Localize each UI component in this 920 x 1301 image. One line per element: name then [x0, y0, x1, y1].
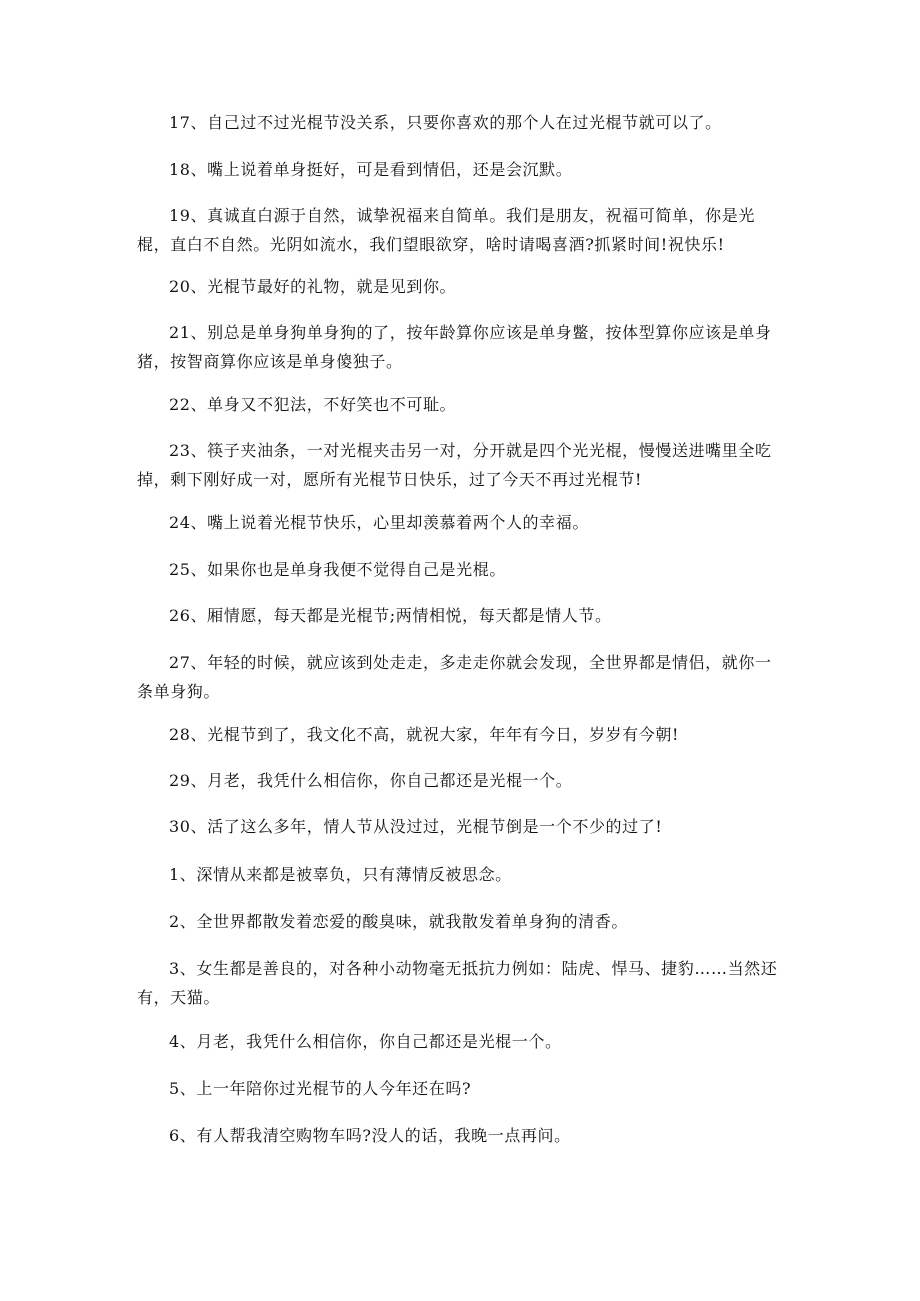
paragraph-30: 30、活了这么多年，情人节从没过过，光棍节倒是一个不少的过了! [169, 817, 663, 836]
paragraph-4: 4、月老，我凭什么相信你，你自己都还是光棍一个。 [169, 1032, 562, 1051]
paragraph-22: 22、单身又不犯法，不好笑也不可耻。 [169, 395, 457, 414]
paragraph-2: 2、全世界都散发着恋爱的酸臭味，就我散发着单身狗的清香。 [169, 912, 628, 931]
paragraph-17: 17、自己过不过光棍节没关系，只要你喜欢的那个人在过光棍节就可以了。 [169, 113, 722, 132]
paragraph-20: 20、光棍节最好的礼物，就是见到你。 [169, 277, 457, 296]
paragraph-18: 18、嘴上说着单身挺好，可是看到情侣，还是会沉默。 [169, 160, 573, 179]
paragraph-29: 29、月老，我凭什么相信你，你自己都还是光棍一个。 [169, 771, 573, 790]
paragraph-24: 24、嘴上说着光棍节快乐，心里却羡慕着两个人的幸福。 [169, 513, 589, 532]
paragraph-19: 19、真诚直白源于自然，诚挚祝福来自简单。我们是朋友，祝福可简单，你是光棍，直白不自然。光阴如流水，我们望眼欲穿，啥时请喝喜酒?抓紧时间!祝快乐! [137, 206, 755, 254]
paragraph-27: 27、年轻的时候，就应该到处走走，多走走你就会发现，全世界都是情侣，就你一条单身狗。 [137, 653, 772, 701]
paragraph-1: 1、深情从来都是被辜负，只有薄情反被思念。 [169, 865, 512, 884]
paragraph-28: 28、光棍节到了，我文化不高，就祝大家，年年有今日，岁岁有今朝! [169, 725, 679, 744]
paragraph-26: 26、厢情愿，每天都是光棍节;两情相悦，每天都是情人节。 [169, 606, 612, 625]
paragraph-23: 23、筷子夹油条，一对光棍夹击另一对，分开就是四个光光棍，慢慢送进嘴里全吃掉，剩下刚好成一对，愿所有光棍节日快乐，过了今天不再过光棍节! [137, 441, 772, 489]
paragraph-21: 21、别总是单身狗单身狗的了，按年龄算你应该是单身鳖，按体型算你应该是单身猪，按智商算你应该是单身傻独子。 [137, 323, 772, 371]
paragraph-6: 6、有人帮我清空购物车吗?没人的话，我晚一点再问。 [169, 1126, 571, 1145]
paragraph-5: 5、上一年陪你过光棍节的人今年还在吗? [169, 1079, 472, 1098]
paragraph-25: 25、如果你也是单身我便不觉得自己是光棍。 [169, 560, 506, 579]
paragraph-3: 3、女生都是善良的，对各种小动物毫无抵抗力例如：陆虎、悍马、捷豹……当然还有，天猫。 [137, 959, 778, 1007]
